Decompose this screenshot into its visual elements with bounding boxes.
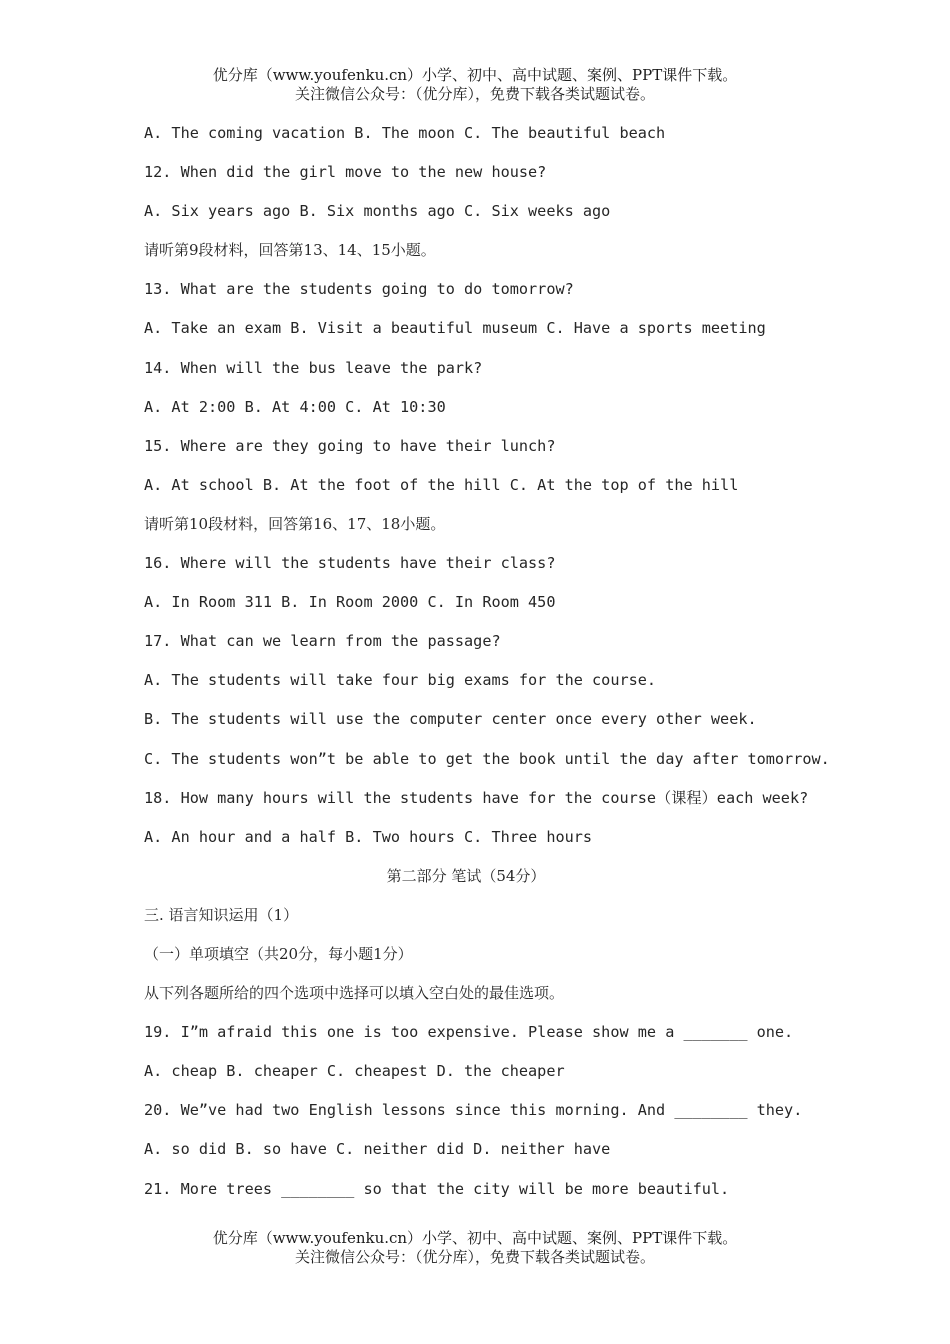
question-17: 17. What can we learn from the passage? xyxy=(144,632,501,651)
q19-options: A. cheap B. cheaper C. cheapest D. the cheaper xyxy=(144,1062,565,1081)
section-instruction-9: 请听第9段材料，回答第13、14、15小题。 xyxy=(144,241,436,260)
q17-option-c: C. The students won”t be able to get the book until the day after tomorrow. xyxy=(144,749,830,768)
question-13: 13. What are the students going to do tomorrow? xyxy=(144,280,574,299)
section-three-heading: 三. 语言知识运用（1） xyxy=(144,905,299,924)
header-line-2: 关注微信公众号：（优分库），免费下载各类试题试卷。 xyxy=(294,85,655,103)
footer-line-2: 关注微信公众号：（优分库），免费下载各类试题试卷。 xyxy=(294,1248,655,1266)
q17-option-b: B. The students will use the computer center once every other week. xyxy=(144,710,757,729)
question-20: 20. We”ve had two English lessons since this morning. And ________ they. xyxy=(144,1101,803,1120)
question-19: 19. I”m afraid this one is too expensive. Please show me a _______ one. xyxy=(144,1023,794,1042)
question-12: 12. When did the girl move to the new house? xyxy=(144,163,547,182)
page-footer xyxy=(0,1229,950,1267)
subsection-heading: （一）单项填空（共20分，每小题1分） xyxy=(144,944,413,963)
part-two-heading: 第二部分 笔试（54分） xyxy=(386,866,546,885)
q16-options: A. In Room 311 B. In Room 2000 C. In Room 450 xyxy=(144,593,556,612)
header-line-1: 优分库（www.youfenku.cn）小学、初中、高中试题、案例、PPT课件下载。 xyxy=(212,66,738,84)
question-18: 18. How many hours will the students have for the course（课程）each week? xyxy=(144,788,809,807)
question-14: 14. When will the bus leave the park? xyxy=(144,358,483,377)
q11-options: A. The coming vacation B. The moon C. The beautiful beach xyxy=(144,124,666,142)
q20-options: A. so did B. so have C. neither did D. neither have xyxy=(144,1140,611,1159)
q15-options: A. At school B. At the foot of the hill C. At the top of the hill xyxy=(144,475,739,494)
q14-options: A. At 2:00 B. At 4:00 C. At 10:30 xyxy=(144,397,446,416)
q13-options: A. Take an exam B. Visit a beautiful museum C. Have a sports meeting xyxy=(144,319,766,338)
subsection-instruction: 从下列各题所给的四个选项中选择可以填入空白处的最佳选项。 xyxy=(144,984,565,1003)
question-16: 16. Where will the students have their class? xyxy=(144,554,556,573)
q18-options: A. An hour and a half B. Two hours C. Three hours xyxy=(144,827,593,846)
section-instruction-10: 请听第10段材料，回答第16、17、18小题。 xyxy=(144,514,446,533)
question-21: 21. More trees ________ so that the city will be more beautiful. xyxy=(144,1179,730,1198)
q17-option-a: A. The students will take four big exams for the course. xyxy=(144,671,657,690)
page-header xyxy=(0,66,950,104)
footer-line-1: 优分库（www.youfenku.cn）小学、初中、高中试题、案例、PPT课件下载。 xyxy=(212,1229,738,1247)
document-body xyxy=(144,121,844,1216)
q12-options: A. Six years ago B. Six months ago C. Six weeks ago xyxy=(144,202,611,221)
question-15: 15. Where are they going to have their lunch? xyxy=(144,436,556,455)
